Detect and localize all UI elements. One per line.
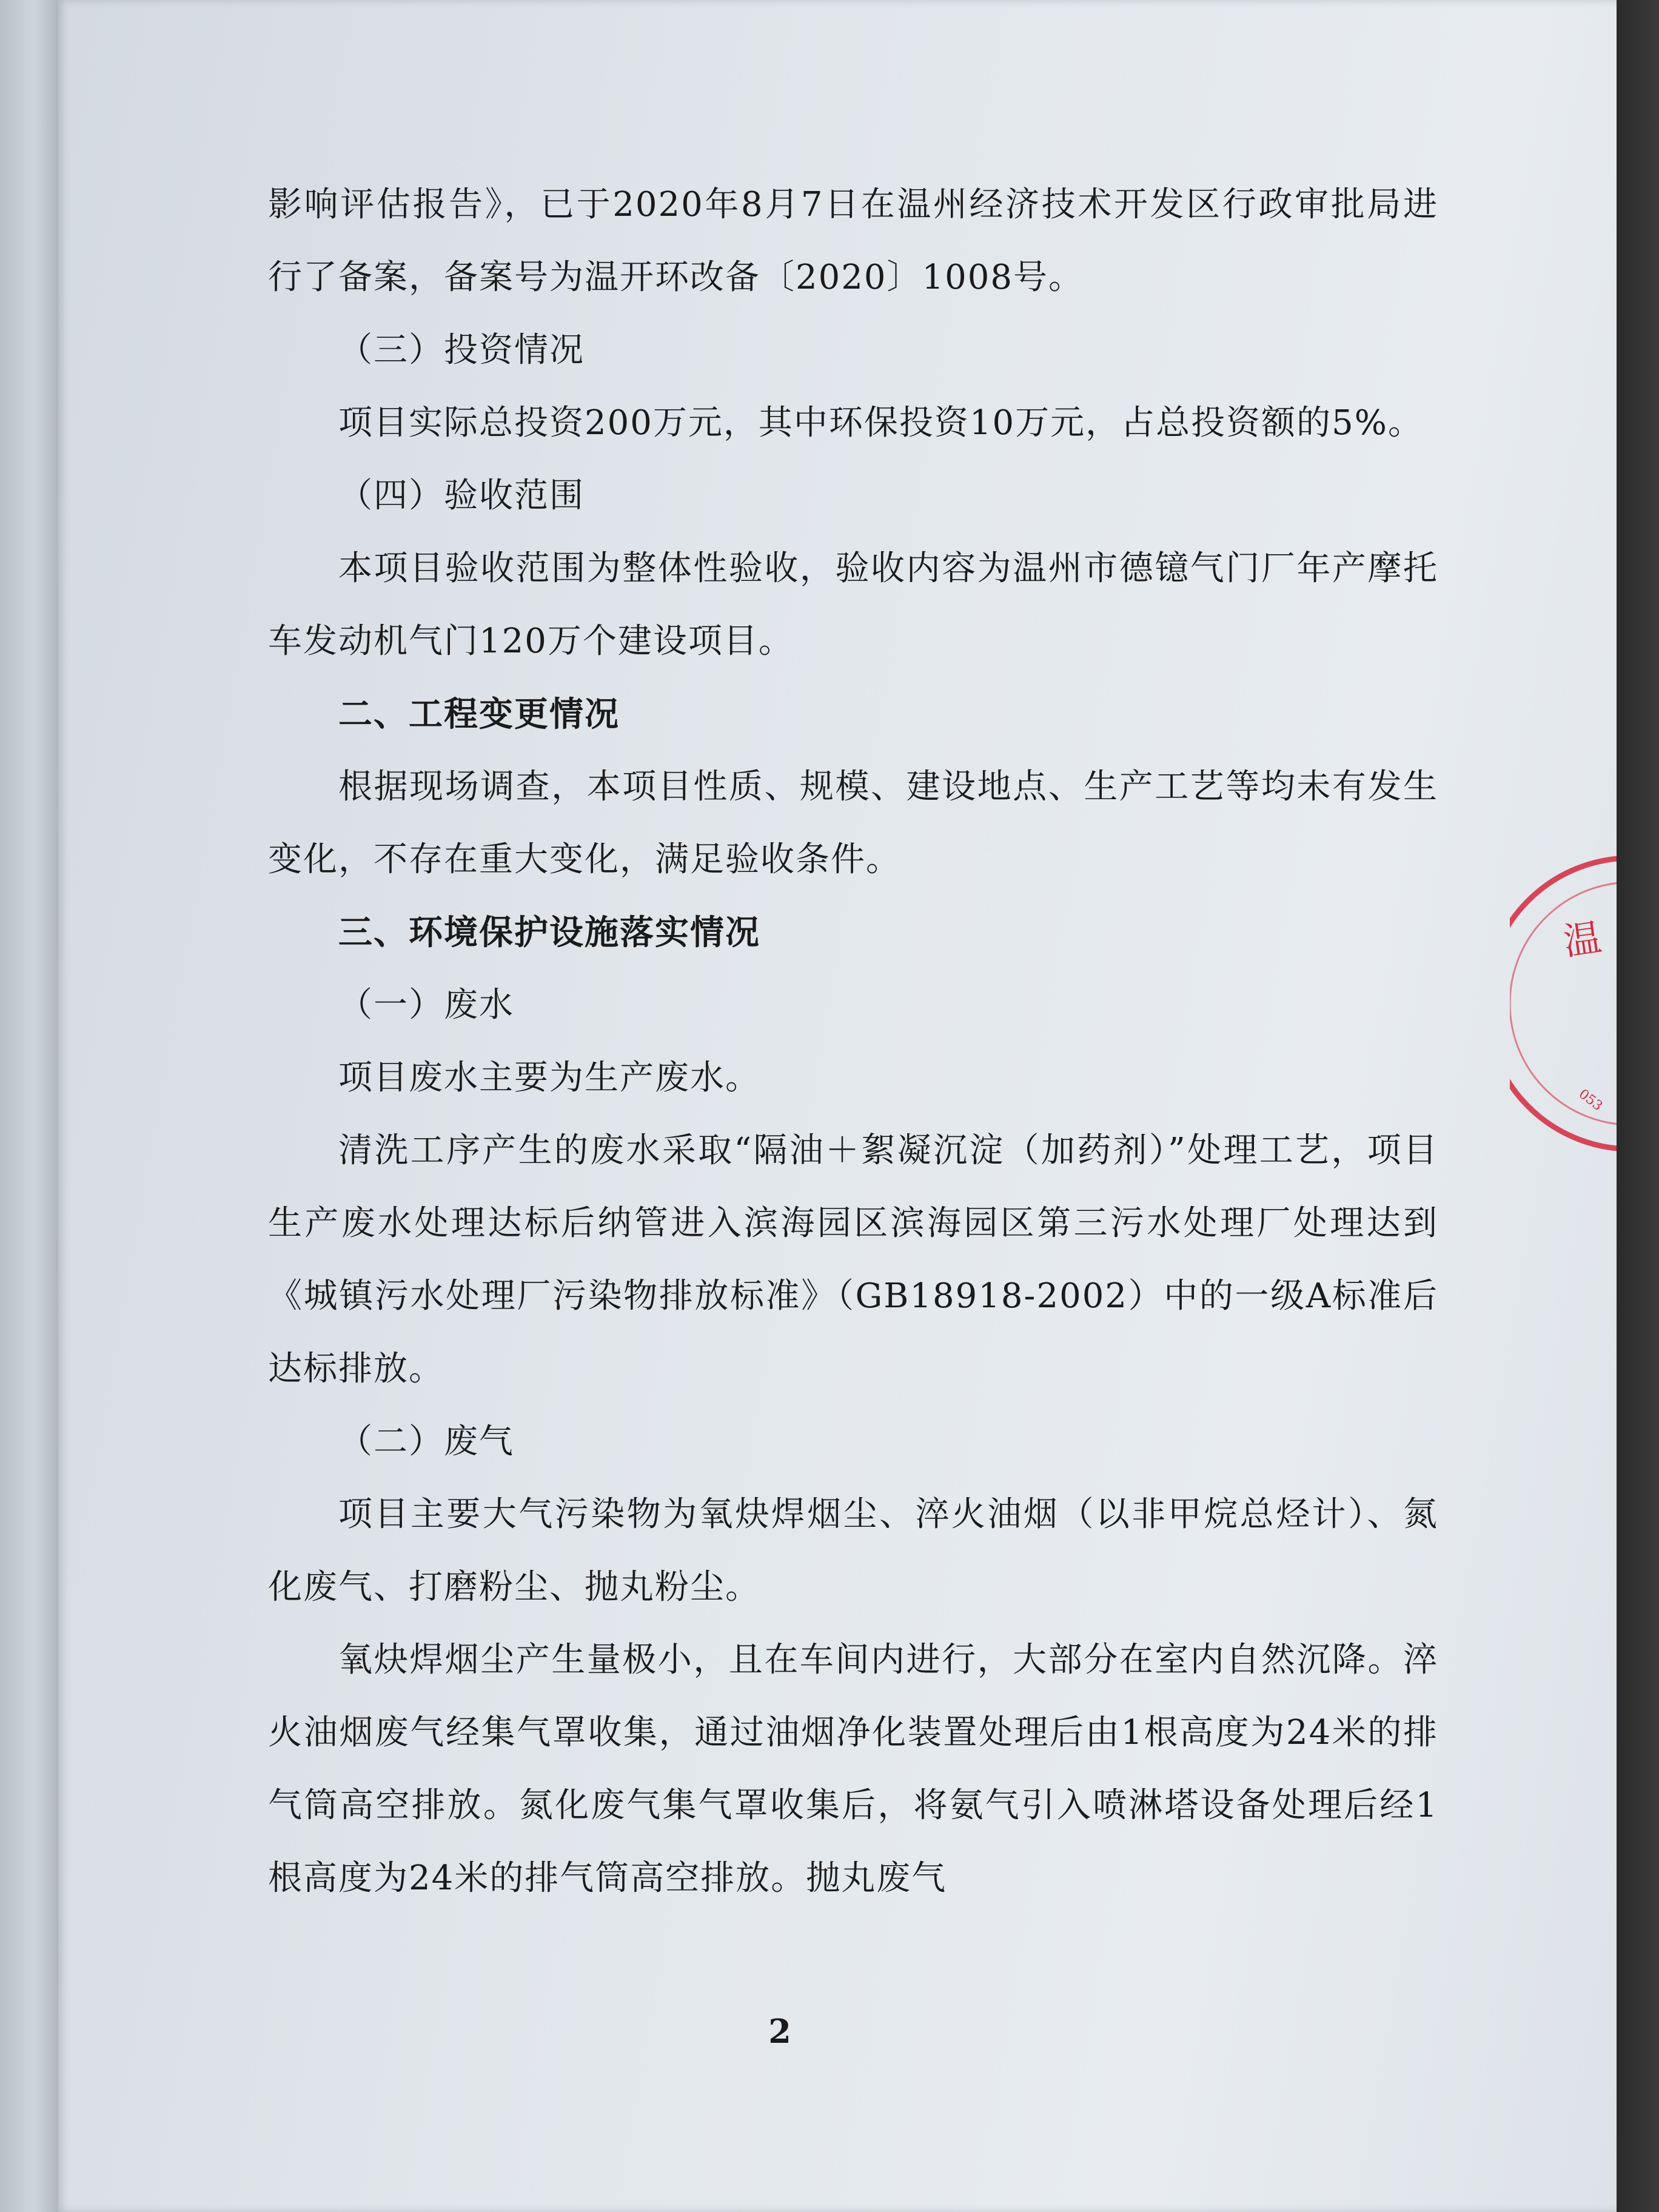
heading-changes: 二、工程变更情况 [338,694,620,734]
body-text [268,169,1438,1915]
seal-text: 温 [1560,914,1604,964]
subheading-investment: （三）投资情况 [338,330,585,370]
paragraph-investment: 项目实际总投资200万元，其中环保投资10万元，占总投资额的5%。 [338,403,1423,443]
subheading-wastewater: （一）废水 [338,985,514,1025]
seal-number: 053 [1575,1086,1606,1114]
paragraph-wastewater-source: 项目废水主要为生产废水。 [338,1058,760,1098]
page-number: 2 [768,2012,791,2051]
subheading-scope: （四）验收范围 [338,476,585,515]
paragraph-wastewater-treatment: 清洗工序产生的废水采取“隔油＋絮凝沉淀（加药剂）”处理工艺，项目生产废水处理达标后纳管进入滨海园区滨海园区第三污水处理厂处理达到《城镇污水处理厂污染物排放标准》（GB18918-2002）中的一级A标准后达标排放。 [268,1131,1438,1389]
dark-background-edge [1617,0,1659,2212]
document-page [58,0,1623,2212]
subheading-exhaust: （二）废气 [338,1422,514,1461]
paragraph-changes: 根据现场调查，本项目性质、规模、建设地点、生产工艺等均未有发生变化，不存在重大变化，满足验收条件。 [268,767,1438,879]
left-page-edge [0,0,63,2212]
paragraph-1: 影响评估报告》，已于2020年8月7日在温州经济技术开发区行政审批局进行了备案，备案号为温开环改备〔2020〕1008号。 [268,185,1438,297]
paragraph-scope: 本项目验收范围为整体性验收，验收内容为温州市德镱气门厂年产摩托车发动机气门120万个建设项目。 [268,549,1438,661]
heading-env-protection: 三、环境保护设施落实情况 [338,913,760,953]
paragraph-exhaust-treatment: 氧炔焊烟尘产生量极小，且在车间内进行，大部分在室内自然沉降。淬火油烟废气经集气罩收集，通过油烟净化装置处理后由1根高度为24米的排气筒高空排放。氮化废气集气罩收集后，将氨气引入喷淋塔设备处理后经1根高度为24米的排气筒高空排放。抛丸废气 [268,1640,1438,1898]
paragraph-exhaust-pollutants: 项目主要大气污染物为氧炔焊烟尘、淬火油烟（以非甲烷总烃计）、氮化废气、打磨粉尘、抛丸粉尘。 [268,1495,1438,1607]
